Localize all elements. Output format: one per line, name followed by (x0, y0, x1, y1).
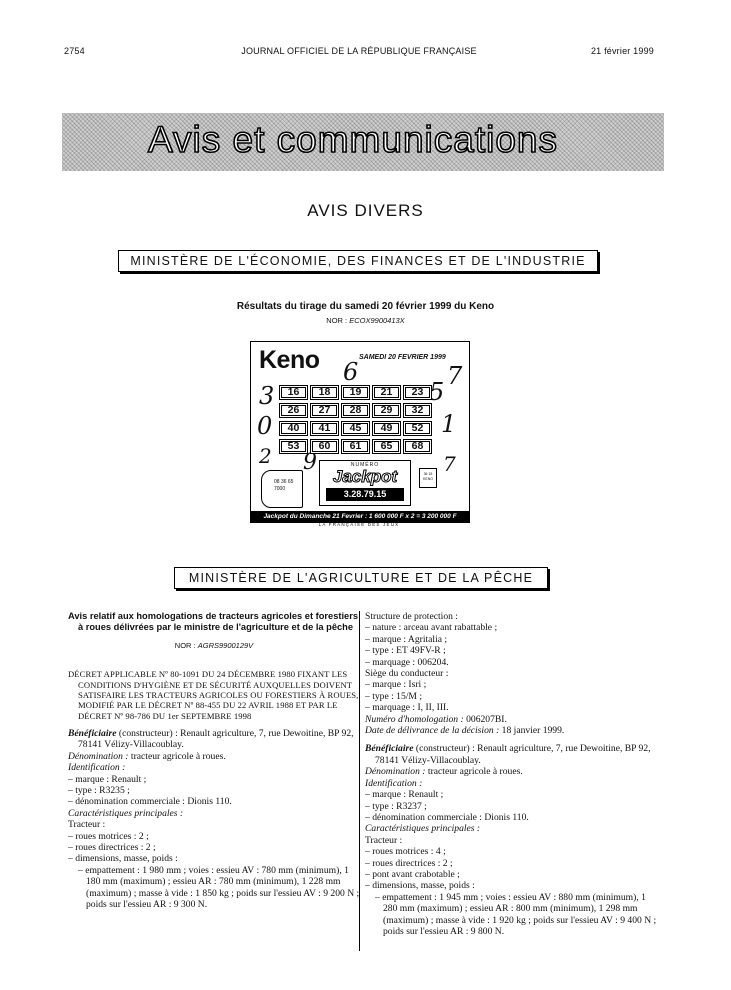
keno-number: 18 (310, 385, 339, 400)
keno-number: 21 (372, 385, 401, 400)
siege-label: Siège du conducteur : (365, 668, 449, 680)
siege-line: – marquage : I, II, III. (365, 702, 449, 714)
denomination-text: tracteur agricole à roues. (425, 766, 523, 778)
keno-number: 26 (279, 403, 308, 418)
carac-line: – roues directrices : 2 ; (365, 857, 453, 869)
handwritten-mark: 6 (343, 358, 359, 386)
id-line: – marque : Renault ; (68, 773, 147, 785)
denomination (68, 751, 360, 762)
denomination-text: tracteur agricole à roues. (128, 750, 226, 762)
handwritten-mark: 7 (443, 452, 456, 476)
handwritten-mark: 7 (447, 362, 463, 390)
section-title: AVIS DIVERS (307, 201, 424, 220)
fdj-footer: LA FRANÇAISE DES JEUX (318, 522, 400, 527)
structure-line: – marquage : 006204. (365, 656, 449, 668)
keno-number: 65 (372, 439, 401, 454)
issue-date: 21 février 1999 (590, 46, 654, 56)
keno-number: 49 (372, 421, 401, 436)
structure-line: – nature : arceau avant rabattable ; (365, 622, 498, 634)
keno-number: 45 (341, 421, 370, 436)
jackpot-label: NUMÉRO (350, 462, 380, 468)
carac-line: – roues directrices : 2 ; (68, 841, 156, 853)
keno-ticket (250, 341, 470, 523)
keno-number: 16 (279, 385, 308, 400)
ministry-heading-agriculture: MINISTÈRE DE L'AGRICULTURE ET DE LA PÊCHE (174, 567, 548, 589)
keno-number: 61 (341, 439, 370, 454)
id-line: – type : R3235 ; (68, 784, 130, 796)
minitel-icon: 36 15 KENO (419, 468, 437, 488)
jackpot-phone: 3.28.79.15 (326, 488, 404, 501)
beneficiaire-text: (constructeur) : Renault agriculture, 7, rue Dewoitine, BP 92, 78141 Vélizy-Villacoublay. (375, 743, 651, 766)
ministry-heading-economy: MINISTÈRE DE L'ÉCONOMIE, DES FINANCES ET DE L'INDUSTRIE (118, 250, 598, 272)
right-column (365, 611, 657, 937)
beneficiaire-label: Bénéficiaire (365, 743, 414, 755)
date-value: 18 janvier 1999. (499, 725, 565, 737)
nor-code: ECOX9900413X (349, 316, 405, 325)
carac-line: – dimensions, masse, poids : (365, 880, 475, 892)
keno-number: 60 (310, 439, 339, 454)
jackpot-word: Jackpot (332, 467, 398, 486)
structure-label: Structure de protection : (365, 611, 458, 622)
keno-number: 40 (279, 421, 308, 436)
carac-label: Caractéristiques principales : (68, 807, 184, 819)
structure-line: – marque : Agritalia ; (365, 633, 448, 645)
tracteur-label: Tracteur : (68, 819, 106, 831)
id-line: – dénomination commerciale : Dionis 110. (68, 796, 232, 808)
grid-row (279, 385, 432, 400)
carac-line: – dimensions, masse, poids : (68, 853, 178, 865)
denomination (365, 766, 657, 777)
carac-line: – roues motrices : 4 ; (365, 846, 446, 858)
telephone-icon (261, 470, 303, 508)
empattement-line: – empattement : 1 980 mm ; voies : essieu AV : 780 mm (minimum), 1 180 mm (maximum) ; essieu AR : 780 mm (minimum), 1 228 mm (maximum) ; masse à vide : 1 850 kg ; poids sur l'essieu AV : 9 200 N ; poids sur l'essieu AR : 9 300 N. (78, 864, 360, 910)
tel-number: 08 36 65 7000 (274, 479, 294, 492)
keno-number: 19 (341, 385, 370, 400)
nor-label: NOR : (326, 316, 348, 325)
beneficiaire-label: Bénéficiaire (68, 727, 117, 739)
numero-homologation (365, 714, 657, 725)
keno-number: 29 (372, 403, 401, 418)
nor-code: AGRS9900129V (197, 641, 254, 650)
grid-row (279, 421, 432, 436)
keno-number: 53 (279, 439, 308, 454)
journal-title: JOURNAL OFFICIEL DE LA RÉPUBLIQUE FRANÇAISE (241, 46, 477, 56)
keno-number-grid (279, 385, 432, 457)
id-line: – marque : Renault ; (365, 789, 444, 801)
denomination-label: Dénomination : (365, 766, 426, 778)
carac-line: – pont avant crabotable ; (365, 868, 460, 880)
left-column (68, 611, 360, 910)
keno-number: 23 (403, 385, 432, 400)
siege-line: – marque : Isri ; (365, 679, 427, 691)
empattement-line: – empattement : 1 945 mm ; voies : essieu AV : 880 mm (minimum), 1 280 mm (maximum) ; essieu AR : 800 mm (minimum), 1 298 mm (maximum) ; masse à vide : 1 920 kg ; poids sur l'essieu AV : 9 400 N ; poids sur l'essieu AR : 9 800 N. (375, 891, 657, 937)
tracteur-label: Tracteur : (365, 834, 403, 846)
decret-heading: DÉCRET APPLICABLE Nº 80-1091 DU 24 DÉCEMBRE 1980 FIXANT LES CONDITIONS D'HYGIÈNE ET DE SÉCURITÉ AUXQUELLES DOIVENT SATISFAIRE LES TRACTEURS AGRICOLES OU FORESTIERS À ROUES, MODIFIÉ PAR LE DÉCRET Nº 88-455 DU 22 AVRIL 1988 ET PAR LE DÉCRET Nº 98-786 DU 1er SEPTEMBRE 1998 (68, 669, 359, 721)
page-number: 2754 (64, 46, 85, 56)
keno-number: 41 (310, 421, 339, 436)
grid-row (279, 439, 432, 454)
jackpot-box (319, 460, 411, 506)
handwritten-mark: 2 (259, 444, 272, 468)
numero-label: Numéro d'homologation : (365, 713, 464, 725)
keno-logo: Keno (259, 346, 320, 374)
handwritten-mark: 0 (257, 412, 273, 440)
structure-line: – type : ET 49FV-R ; (365, 645, 446, 657)
handwritten-mark: 5 (429, 378, 445, 406)
carac-label: Caractéristiques principales : (365, 823, 481, 835)
keno-number: 68 (403, 439, 432, 454)
id-line: – type : R3237 ; (365, 800, 427, 812)
page-header (64, 46, 654, 60)
numero-value: 006207BI. (463, 713, 507, 725)
carac-line: – roues motrices : 2 ; (68, 830, 149, 842)
keno-results-title: Résultats du tirage du samedi 20 février 1999 du Keno (236, 301, 495, 312)
notice-nor (68, 640, 360, 651)
keno-number: 27 (310, 403, 339, 418)
jackpot-bar: Jackpot du Dimanche 21 Fevrier : 1 600 000 F x 2 = 3 200 000 F (251, 511, 469, 522)
keno-nor (0, 316, 731, 325)
id-line: – dénomination commerciale : Dionis 110. (365, 811, 529, 823)
date-label: Date de délivrance de la décision : (365, 725, 500, 737)
banner-title: Avis et communications (148, 119, 558, 160)
keno-number: 32 (403, 403, 432, 418)
beneficiaire-text: (constructeur) : Renault agriculture, 7, rue Dewoitine, BP 92, 78141 Vélizy-Villacoublay. (78, 727, 354, 751)
keno-number: 52 (403, 421, 432, 436)
identification-label: Identification : (365, 777, 423, 789)
keno-number: 28 (341, 403, 370, 418)
identification-label: Identification : (68, 762, 126, 774)
handwritten-mark: 3 (259, 382, 275, 410)
beneficiaire (68, 728, 360, 751)
notice-title: Avis relatif aux homologations de tracteurs agricoles et forestiers à roues délivrées par le ministre de l'agriculture et de la pêche (68, 611, 359, 632)
keno-date: SAMEDI 20 FEVRIER 1999 (359, 354, 446, 361)
grid-row (279, 403, 432, 418)
handwritten-mark: 1 (441, 410, 457, 438)
nor-label: NOR : (174, 641, 196, 650)
handwritten-mark: 9 (303, 450, 317, 475)
date-delivrance (365, 725, 657, 736)
denomination-label: Dénomination : (68, 750, 129, 762)
section-banner (62, 113, 664, 171)
beneficiaire (365, 743, 657, 766)
siege-line: – type : 15/M ; (365, 690, 423, 702)
